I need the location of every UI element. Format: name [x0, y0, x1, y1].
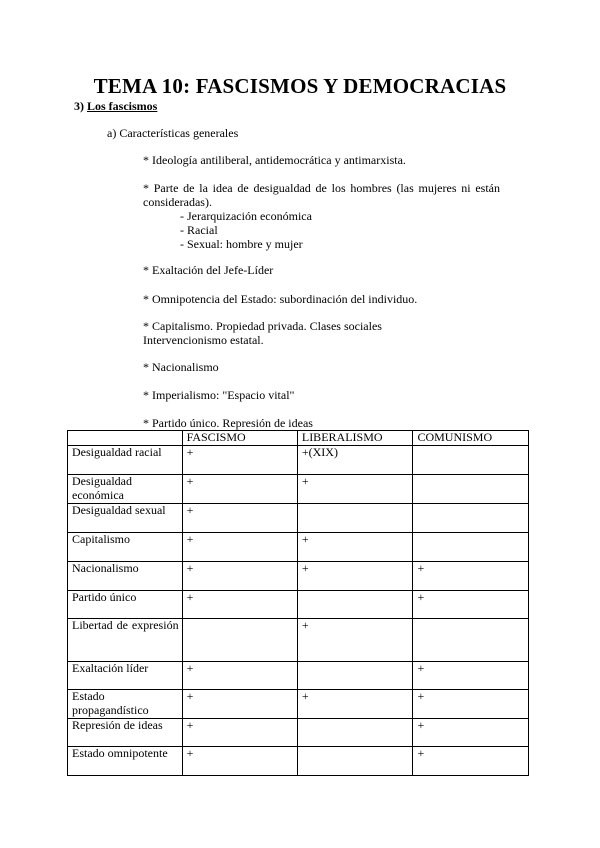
cell-fascismo: +	[182, 446, 297, 475]
cell-liberalismo: +(XIX)	[297, 446, 413, 475]
table-row	[68, 533, 529, 562]
sub-point-racial: - Racial	[180, 223, 218, 237]
cell-fascismo: +	[182, 533, 297, 562]
cell-liberalismo	[297, 662, 413, 690]
row-label: Partido único	[68, 591, 183, 619]
row-label: Libertad de expresión	[68, 619, 183, 662]
cell-liberalismo	[297, 747, 413, 776]
cell-liberalismo: +	[297, 619, 413, 662]
comparison-table	[67, 430, 529, 776]
header-cell-fascismo: FASCISMO	[182, 431, 297, 446]
point-nacionalismo: * Nacionalismo	[143, 360, 219, 374]
row-label: Desigualdad económica	[68, 475, 183, 504]
row-label: Capitalismo	[68, 533, 183, 562]
section-number: 3)	[74, 99, 84, 113]
cell-fascismo: +	[182, 690, 297, 719]
row-label: Represión de ideas	[68, 719, 183, 747]
table-row	[68, 562, 529, 591]
cell-comunismo	[413, 504, 529, 533]
point-capitalismo	[143, 320, 382, 347]
row-label: Desigualdad sexual	[68, 504, 183, 533]
header-cell-liberalismo: LIBERALISMO	[297, 431, 413, 446]
cell-fascismo: +	[182, 662, 297, 690]
page-title: TEMA 10: FASCISMOS Y DEMOCRACIAS	[93, 74, 507, 98]
cell-liberalismo: +	[297, 690, 413, 719]
cell-comunismo: +	[413, 747, 529, 776]
table-row	[68, 446, 529, 475]
table-row	[68, 690, 529, 719]
cell-fascismo: +	[182, 747, 297, 776]
section-label: Los fascismos	[87, 99, 158, 113]
subsection-heading: a) Características generales	[107, 126, 239, 140]
cell-comunismo: +	[413, 719, 529, 747]
table-row	[68, 591, 529, 619]
cell-liberalismo: +	[297, 533, 413, 562]
cell-comunismo: +	[413, 662, 529, 690]
cell-comunismo: +	[413, 562, 529, 591]
cell-liberalismo	[297, 504, 413, 533]
point-capitalismo-line1: * Capitalismo. Propiedad privada. Clases sociales	[143, 319, 382, 333]
point-partido-unico: * Partido único. Represión de ideas	[143, 416, 313, 430]
row-label: Desigualdad racial	[68, 446, 183, 475]
row-label: Estado propagandístico	[68, 690, 183, 719]
cell-liberalismo: +	[297, 562, 413, 591]
point-exaltacion: * Exaltación del Jefe-Líder	[143, 263, 274, 277]
cell-liberalismo	[297, 719, 413, 747]
point-desigualdad: * Parte de la idea de desigualdad de los hombres (las mujeres ni están consideradas).	[143, 181, 500, 209]
cell-comunismo: +	[413, 591, 529, 619]
cell-comunismo	[413, 533, 529, 562]
cell-fascismo: +	[182, 504, 297, 533]
cell-comunismo: +	[413, 690, 529, 719]
cell-fascismo: +	[182, 475, 297, 504]
cell-fascismo: +	[182, 719, 297, 747]
section-heading	[74, 99, 157, 114]
table-row	[68, 619, 529, 662]
cell-liberalismo: +	[297, 475, 413, 504]
header-cell-comunismo: COMUNISMO	[413, 431, 529, 446]
cell-comunismo	[413, 619, 529, 662]
table-row	[68, 504, 529, 533]
sub-point-jerarquizacion: - Jerarquización económica	[180, 209, 312, 223]
point-imperialismo: * Imperialismo: "Espacio vital"	[143, 388, 295, 402]
cell-fascismo: +	[182, 562, 297, 591]
header-cell	[68, 431, 183, 446]
row-label: Estado omnipotente	[68, 747, 183, 776]
cell-fascismo	[182, 619, 297, 662]
row-label: Exaltación líder	[68, 662, 183, 690]
point-omnipotencia: * Omnipotencia del Estado: subordinación del individuo.	[143, 292, 418, 306]
point-ideologia: * Ideología antiliberal, antidemocrática y antimarxista.	[143, 153, 406, 167]
table-row	[68, 662, 529, 690]
cell-comunismo	[413, 475, 529, 504]
cell-comunismo	[413, 446, 529, 475]
cell-liberalismo	[297, 591, 413, 619]
cell-fascismo: +	[182, 591, 297, 619]
table-header-row	[68, 431, 529, 446]
sub-point-sexual: - Sexual: hombre y mujer	[180, 237, 303, 251]
point-capitalismo-line2: Intervencionismo estatal.	[143, 332, 264, 347]
table-row	[68, 747, 529, 776]
row-label: Nacionalismo	[68, 562, 183, 591]
table-row	[68, 719, 529, 747]
table-row	[68, 475, 529, 504]
